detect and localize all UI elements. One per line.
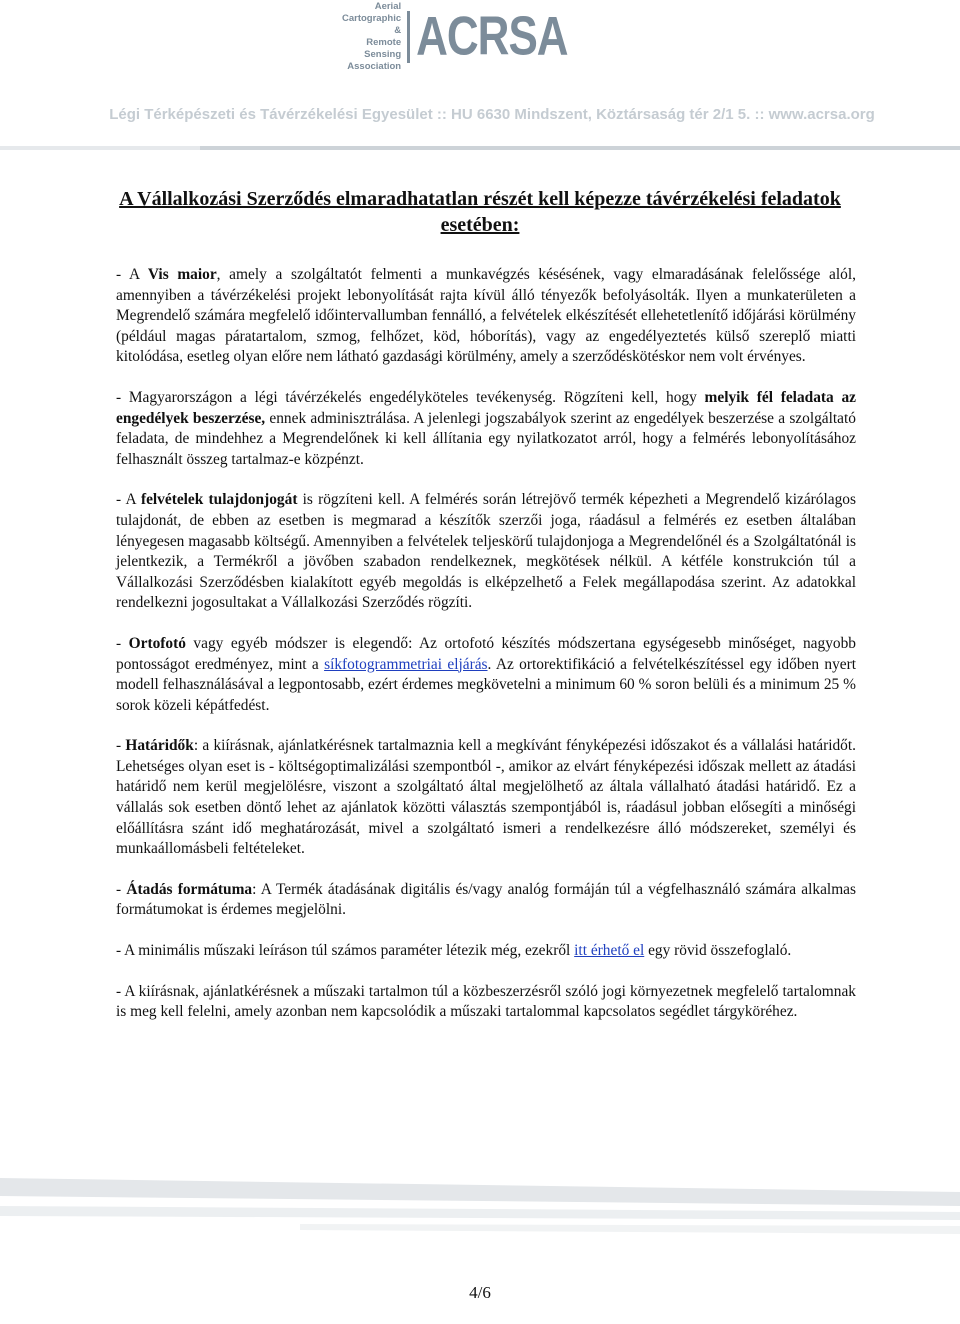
footer-stripe-1 <box>0 1178 960 1206</box>
paragraph-atadas-formatuma <box>116 880 856 921</box>
p4-bold: Ortofotó <box>128 634 186 652</box>
paragraph-kozbeszerzes <box>116 982 856 1023</box>
logo-mark: ACRSA <box>416 5 568 67</box>
document-title: A Vállalkozási Szerződés elmaradhatatlan részét kell képezze távérzékelési feladatok esetében: <box>119 188 841 236</box>
footer-stripes <box>0 1170 960 1250</box>
p5-bold: Határidők <box>125 737 194 755</box>
p3-bold: felvételek tulajdonjogát <box>140 491 298 509</box>
p5-text-a: - <box>116 737 126 755</box>
paragraph-hataridok <box>116 736 856 860</box>
p7-text-a: - A minimális műszaki leíráson túl számos paraméter létezik még, ezekről <box>116 942 575 960</box>
paragraph-engedely <box>116 388 856 470</box>
itt-erheto-el-link[interactable]: itt érhető el <box>574 942 645 960</box>
logo-org-line-1: Aerial Cartographic & <box>342 1 402 36</box>
p3-text-a: - A <box>116 491 141 509</box>
logo-org-line-3: Association <box>347 61 402 72</box>
footer-stripe-3 <box>300 1224 960 1234</box>
paragraph-ortofoto <box>116 634 856 716</box>
document-body <box>116 265 856 1043</box>
p4-text-d: . Az ortorektifikáció a felvételkészítéssel egy időben nyert modell felhasználásával a legpontosabb, ezért érdemes megkövetelni a minimum 60 % soron belüli és a minimum 25 % sorok közeli képátfedést. <box>116 655 856 714</box>
p1-text-c: , amely a szolgáltatót felmenti a munkavégzés késésének, vagy elmaradásának felelőssége alól, amennyiben a távérzékelési projekt lebonyolítását rajta kívül álló tényezők befolyásolták. Ilyen a munkaterületen a Megrendelő számára megfelelő időintervallumban fennálló, a felvételek elkészítését ellehetetlenítő időjárási körülmény (például magas páratartalom, szmog, felhőzet, köd, hóborítás), vagy az engedélyeztetés külső szereplő miatti kitolódása, esetleg olyan előre nem látható gazdasági körülmény, amely a szerződéskötéskor nem volt érvényes. <box>116 266 856 366</box>
logo-org-name <box>342 1 410 72</box>
p4-text-c: vagy egyéb módszer is elegendő: Az ortofotó készítés módszertana egységesebb minőséget, nagyobb pontosságot eredményez, mint a <box>116 634 856 673</box>
p1-bold: Vis maior <box>147 266 217 283</box>
header-divider <box>0 146 960 150</box>
p5-text-c: : a kiírásnak, ajánlatkérésnek tartalmaznia kell a megkívánt fényképezési időszakot és a vállalási határidőt. Lehetséges olyan eset is - költségoptimalizálási szempontból -, amikor az elvárt fényképezési időszak mellett az átadási határidő nem kerül megjelölésre, viszont a szolgáltató által megjelölhető az általa vállalható átadási határidő. Ez a vállalás sok esetben döntő lehet az ajánlatok közötti választás szempontjából is, ráadásul jobban elősegíti a minőségi előállításra szánt idő meghatározását, mivel a szolgáltató ismeri a rendelkezésre álló módszereket, személyi és munkaállomásbeli feltételeket. <box>116 737 856 858</box>
logo-org-line-2: Remote Sensing <box>364 37 402 60</box>
header-address-line: Légi Térképészeti és Távérzékelési Egyesület :: HU 6630 Mindszent, Köztársaság tér 2/1 5. :: www.acrsa.org <box>109 106 875 123</box>
p2-bold: melyik fél feladata az engedélyek beszerzése, <box>116 388 856 427</box>
paragraph-parameterek <box>116 941 856 962</box>
p2-text-a: - Magyarországon a légi távérzékelés engedélyköteles tevékenység. Rögzíteni kell, hogy <box>116 388 705 406</box>
sikfotogrammetria-link[interactable]: síkfotogrammetriai eljárás <box>324 655 488 673</box>
paragraph-vis-maior <box>116 265 856 368</box>
p1-text-a: - A <box>116 266 148 283</box>
p6-text-a: - <box>116 880 127 898</box>
p3-text-c: is rögzíteni kell. A felmérés során létrejövő termék képezheti a Megrendelő kizárólagos tulajdonát, de ebben az esetben is megmarad a készítők szerzői joga, ráadásul a felmérés ez esetben általában lényegesen magasabb költségű. Amennyiben a felvételek teljeskörű tulajdonjoga a Megrendelőnél és a Szolgáltatónál is jelentkezik, a Termékről a jövőben szabadon rendelkeznek, megkötések nélkül. A kétféle konstrukción túl a Vállalkozási Szerződésben kialakított egyéb megoldás is elképzelhető a Felek megállapodása szerint. Az adatokkal rendelkezni jogosultakat a Vállalkozási Szerződés rögzíti. <box>116 491 856 612</box>
p8-text-a: - A kiírásnak, ajánlatkérésnek a műszaki tartalmon túl a közbeszerzésről szóló jogi környezetnek megfelelő tartalomnak is meg kell felelni, amely azonban nem kapcsolódik a műszaki tartalommal kapcsolatos segédlet tárgyköréhez. <box>116 982 856 1021</box>
p2-text-c: ennek adminisztrálása. A jelenlegi jogszabályok szerint az engedélyek beszerzése a szolgáltató feladata, de mindehhez a Megrendelőnek ki kell állítania egy nyilatkozatot arról, hogy a felmérés lebonyolításához felhasznált összeg tartalmaz-e közpénzt. <box>116 409 856 468</box>
paragraph-tulajdonjog <box>116 490 856 614</box>
footer-decoration <box>0 1170 960 1250</box>
p6-bold: Átadás formátuma <box>126 880 253 898</box>
p4-text-a: - <box>116 634 129 652</box>
footer-stripe-2 <box>0 1206 960 1220</box>
page-number: 4/6 <box>469 1283 491 1302</box>
p6-text-c: : A Termék átadásának digitális és/vagy analóg formáján túl a végfelhasználó számára alkalmas formátumokat is érdemes megjelölni. <box>116 880 856 919</box>
acrsa-logo <box>342 1 568 72</box>
p7-text-c: egy rövid összefoglaló. <box>644 942 792 960</box>
